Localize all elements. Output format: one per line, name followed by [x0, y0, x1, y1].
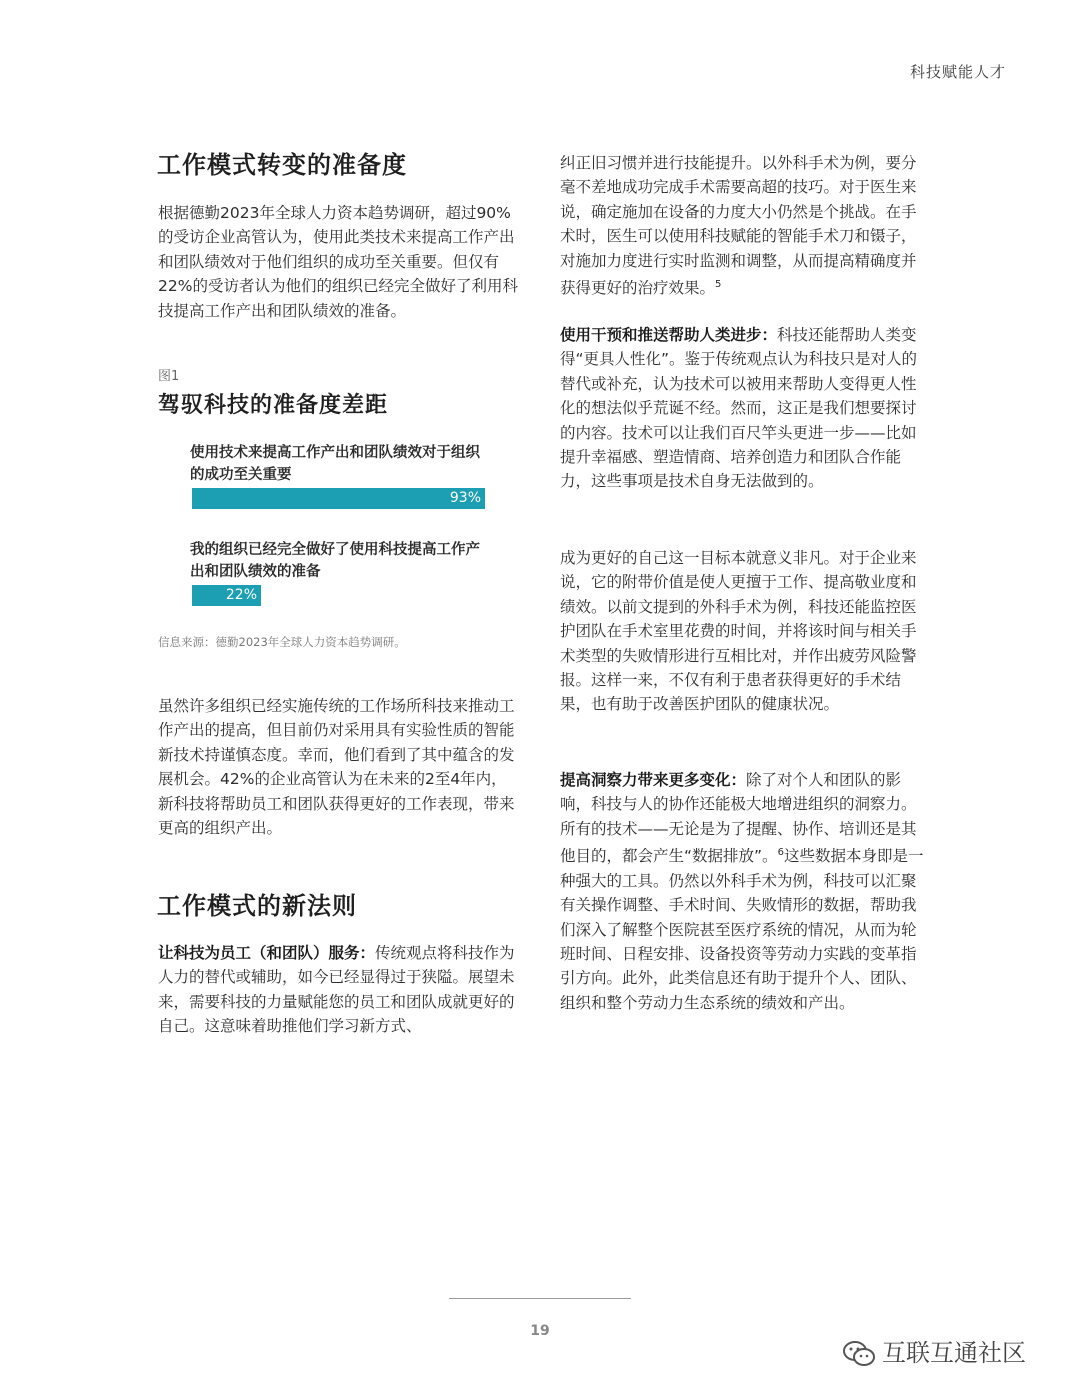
bar-label-importance: 使用技术来提高工作产出和团队绩效对于组织的成功至关重要	[190, 445, 480, 483]
rule-insight-heading: 提高洞察力带来更多变化：	[560, 771, 747, 789]
watermark	[842, 1333, 1026, 1368]
rule-nudges-heading: 使用干预和推送帮助人类进步：	[560, 326, 778, 344]
watermark-text: 互联互通社区	[882, 1339, 1026, 1367]
figure-label: 图1	[158, 369, 180, 384]
rule-heading: 让科技为员工（和团队）服务：	[158, 944, 376, 962]
rule-body: 传统观点将科技作为人力的替代或辅助，如今已经显得过于狭隘。展望未来，需要科技的力量赋能您的员工和团队成就更好的自己。这意味着助推他们学习新方式、	[158, 944, 515, 1036]
page-number: 19	[530, 1323, 550, 1339]
rule-nudges	[560, 323, 924, 494]
bar-value-readiness: 22%	[225, 587, 257, 603]
surgery-body: 纠正旧习惯并进行技能提升。以外科手术为例，要分毫不差地成功完成手术需要高超的技巧。对于医生来说，确定施加在设备的力度大小仍然是个挑战。在手术时，医生可以使用科技赋能的智能手术刀和镊子，对施加力度进行实时监测和调整，从而提高精确度并获得更好的治疗效果。	[560, 154, 917, 298]
section-title-readiness: 工作模式转变的准备度	[157, 151, 407, 179]
rule-insight	[560, 768, 924, 1015]
bar-label-readiness: 我的组织已经完全做好了使用科技提高工作产出和团队绩效的准备	[190, 542, 480, 580]
rule-insight-body-b: 这些数据本身即是一种强大的工具。仍然以外科手术为例，科技可以汇聚有关操作调整、手术时间、失败情形的数据，帮助我们深入了解整个医院甚至医疗系统的情况，从而为轮班时间、日程安排、设备投资等劳动力实践的变革指引方向。此外，此类信息还有助于提升个人、团队、组织和整个劳动力生态系统的绩效和产出。	[560, 847, 924, 1012]
rule-nudges-body: 科技还能帮助人类变得“更具人性化”。鉴于传统观点认为科技只是对人的替代或补充，认为技术可以被用来帮助人变得更人性化的想法似乎荒诞不经。然而，这正是我们想要探讨的内容。技术可以让我们百尺竿头更进一步——比如提升幸福感、塑造情商、培养创造力和团队合作能力，这些事项是技术自身无法做到的。	[560, 326, 918, 491]
rule-insight-body-a: 除了对个人和团队的影响，科技与人的协作还能极大地增进组织的洞察力。所有的技术——无论是为了提醒、协作、培训还是其他目的，都会产生“数据排放”。	[560, 771, 917, 866]
wechat-icon	[842, 1340, 876, 1368]
adoption-paragraph: 虽然许多组织已经实施传统的工作场所科技来推动工作产出的提高，但目前仍对采用具有实验性质的智能新技术持谨慎态度。幸而，他们看到了其中蕴含的发展机会。42%的企业高管认为在未来的2至4年内，新科技将帮助员工和团队获得更好的工作表现，带来更高的组织产出。	[158, 697, 515, 838]
readiness-bar-chart	[190, 440, 520, 620]
bar-value-importance: 93%	[449, 490, 481, 506]
bar-importance	[192, 488, 485, 509]
figure-title: 驾驭科技的准备度差距	[158, 393, 389, 418]
section-title-new-rules: 工作模式的新法则	[157, 892, 357, 920]
bar-readiness	[192, 585, 261, 606]
running-header: 科技赋能人才	[909, 63, 1006, 81]
figure-source: 信息来源：德勤2023年全球人力资本趋势调研。	[158, 635, 406, 649]
rule-technology-serves-people	[158, 941, 522, 1039]
footnote-ref-6: 6	[777, 847, 784, 859]
better-self-paragraph: 成为更好的自己这一目标本就意义非凡。对于企业来说，它的附带价值是使人更擅于工作、提高敬业度和绩效。以前文提到的外科手术为例，科技还能监控医护团队在手术室里花费的时间，并将该时间与相关手术类型的失败情形进行互相比对，并作出疲劳风险警报。这样一来，不仅有利于患者获得更好的手术结果，也有助于改善医护团队的健康状况。	[560, 549, 917, 714]
footer-divider	[449, 1298, 631, 1299]
surgery-paragraph	[560, 151, 924, 301]
footnote-ref-5: 5	[715, 279, 722, 291]
readiness-paragraph: 根据德勤2023年全球人力资本趋势调研，超过90%的受访企业高管认为，使用此类技术来提高工作产出和团队绩效对于他们组织的成功至关重要。但仅有22%的受访者认为他们的组织已经完全做好了利用科技提高工作产出和团队绩效的准备。	[158, 204, 518, 320]
